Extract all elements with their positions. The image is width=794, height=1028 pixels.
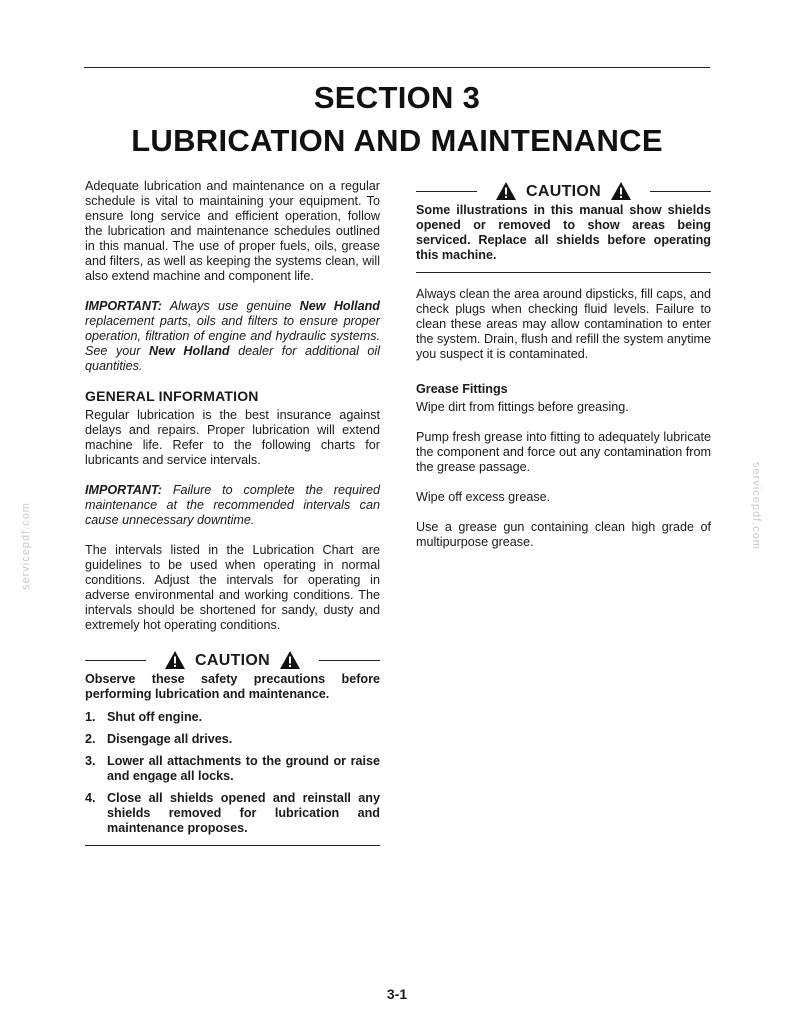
grease-step-wipe-dirt: Wipe dirt from fittings before greasing.	[416, 400, 629, 414]
important-text: Failure to complete the required maintenance at the recommended intervals can cause unnecessary downtime.	[85, 483, 381, 527]
caution-header	[85, 648, 380, 672]
caution-text: Some illustrations in this manual show shields opened or removed to show areas being serviced. Replace all shields before operating this machine.	[416, 203, 711, 262]
step-number: 3.	[85, 754, 96, 768]
step-number: 2.	[85, 732, 96, 746]
clean-areas-paragraph: Always clean the area around dipsticks, fill caps, and check plugs when checking fluid levels. Failure to clean these areas may allow contamination to enter the system. Drain, flush and refill the system anytime you suspect it is contaminated.	[416, 287, 711, 361]
safety-steps-list	[85, 710, 380, 836]
caution-rule	[416, 191, 477, 192]
caution-end-rule	[85, 845, 380, 846]
important-label: IMPORTANT:	[85, 299, 162, 313]
grease-step-wipe-excess: Wipe off excess grease.	[416, 490, 551, 504]
caution-text: Observe these safety precautions before performing lubrication and maintenance.	[85, 672, 380, 701]
important-label: IMPORTANT:	[85, 483, 162, 497]
grease-step-pump: Pump fresh grease into fitting to adequately lubricate the component and force out any contamination from the grease passage.	[416, 430, 711, 474]
step-text: Close all shields opened and reinstall any shields removed for lubrication and maintenance proposes.	[107, 791, 380, 835]
step-number: 4.	[85, 791, 96, 805]
important-text-3: dealer for additional oil quantities.	[85, 344, 381, 373]
important-text-1: Always use genuine	[169, 299, 292, 313]
general-information-heading: GENERAL INFORMATION	[85, 388, 259, 404]
step-text: Shut off engine.	[107, 710, 203, 724]
caution-label: CAUTION	[526, 182, 601, 200]
warning-triangle-icon	[610, 181, 632, 201]
intro-paragraph: Adequate lubrication and maintenance on a regular schedule is vital to maintaining your equipment. To ensure long service and efficient operation, follow the lubrication and maintenance schedules outlined in this manual. The use of proper fuels, oils, grease and filters, as well as keeping the systems clean, will also extend machine and component life.	[85, 179, 380, 283]
caution-rule	[85, 660, 146, 661]
top-rule	[84, 67, 710, 68]
caution-header	[416, 179, 711, 203]
caution-rule	[319, 660, 380, 661]
list-item	[85, 791, 380, 836]
caution-box-shields	[416, 179, 711, 273]
section-number: SECTION 3	[313, 80, 481, 115]
watermark-right: servicepdf.com	[750, 462, 762, 550]
list-item	[85, 710, 380, 725]
page-title: LUBRICATION AND MAINTENANCE	[131, 123, 663, 158]
step-text: Lower all attachments to the ground or raise and engage all locks.	[107, 754, 380, 783]
list-item	[85, 732, 380, 747]
left-column	[85, 179, 380, 846]
right-column	[416, 179, 711, 565]
general-paragraph-2: The intervals listed in the Lubrication Chart are guidelines to be used when operating in normal conditions. Adjust the intervals for operating in adverse environmental and working conditions. The intervals should be shortened for sandy, dusty and extremely hot operating conditions.	[85, 543, 380, 632]
caution-label: CAUTION	[195, 651, 270, 669]
caution-end-rule	[416, 272, 711, 273]
caution-box-safety	[85, 648, 380, 846]
brand-name: New Holland	[149, 344, 230, 358]
caution-rule	[650, 191, 711, 192]
important-note-parts	[85, 299, 380, 374]
warning-triangle-icon	[279, 650, 301, 670]
general-paragraph-1: Regular lubrication is the best insurance against delays and repairs. Proper lubrication will extend machine life. Refer to the following charts for lubricants and service intervals.	[85, 408, 380, 467]
brand-name: New Holland	[299, 299, 380, 313]
warning-triangle-icon	[164, 650, 186, 670]
grease-step-gun: Use a grease gun containing clean high grade of multipurpose grease.	[416, 520, 711, 549]
list-item	[85, 754, 380, 784]
step-text: Disengage all drives.	[107, 732, 233, 746]
warning-triangle-icon	[495, 181, 517, 201]
step-number: 1.	[85, 710, 96, 724]
important-note-downtime	[85, 483, 380, 528]
grease-fittings-heading: Grease Fittings	[416, 382, 508, 396]
watermark-left: servicepdf.com	[20, 502, 32, 590]
important-text-2: replacement parts, oils and filters to ensure proper operation, filtration of engine and hydraulic systems. See your	[85, 314, 380, 358]
page-number: 3-1	[386, 986, 408, 1002]
